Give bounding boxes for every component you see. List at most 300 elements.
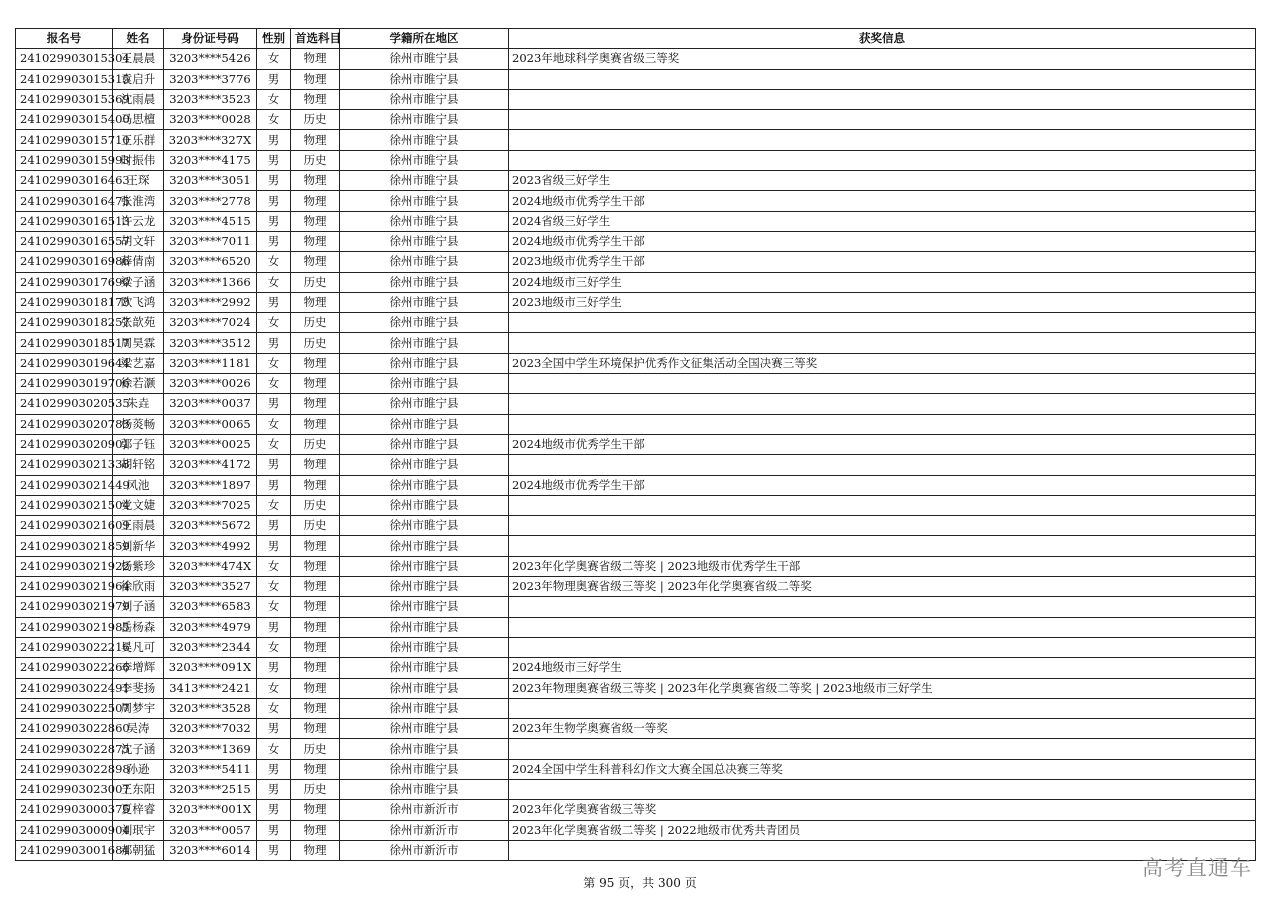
header-name: 姓名 bbox=[113, 29, 164, 49]
gender-cell: 男 bbox=[257, 800, 291, 820]
subject-cell: 历史 bbox=[291, 779, 340, 799]
gender-cell: 女 bbox=[257, 434, 291, 454]
subject-cell: 物理 bbox=[291, 211, 340, 231]
id-number-cell: 3203****4979 bbox=[164, 617, 257, 637]
award-cell: 2024省级三好学生 bbox=[509, 211, 1256, 231]
region-cell: 徐州市睢宁县 bbox=[340, 110, 509, 130]
region-cell: 徐州市睢宁县 bbox=[340, 495, 509, 515]
subject-cell: 物理 bbox=[291, 820, 340, 840]
subject-cell: 物理 bbox=[291, 252, 340, 272]
reg-number-cell: 241029903018173 bbox=[16, 292, 113, 312]
table-row bbox=[16, 353, 1256, 373]
table-row bbox=[16, 698, 1256, 718]
id-number-cell: 3203****474X bbox=[164, 556, 257, 576]
reg-number-cell: 241029903021979 bbox=[16, 597, 113, 617]
id-number-cell: 3203****7011 bbox=[164, 231, 257, 251]
award-cell bbox=[509, 536, 1256, 556]
subject-cell: 物理 bbox=[291, 231, 340, 251]
name-cell: 徐欣雨 bbox=[113, 577, 164, 597]
reg-number-cell: 241029903019706 bbox=[16, 374, 113, 394]
reg-number-cell: 241029903022507 bbox=[16, 698, 113, 718]
subject-cell: 物理 bbox=[291, 191, 340, 211]
region-cell: 徐州市睢宁县 bbox=[340, 171, 509, 191]
subject-cell: 历史 bbox=[291, 434, 340, 454]
reg-number-cell: 241029903016513 bbox=[16, 211, 113, 231]
name-cell: 杨菼畅 bbox=[113, 414, 164, 434]
id-number-cell: 3203****6520 bbox=[164, 252, 257, 272]
region-cell: 徐州市睢宁县 bbox=[340, 637, 509, 657]
award-cell: 2023年生物学奥赛省级一等奖 bbox=[509, 719, 1256, 739]
award-cell: 2023年物理奥赛省级三等奖 | 2023年化学奥赛省级二等奖 bbox=[509, 577, 1256, 597]
name-cell: 刘新华 bbox=[113, 536, 164, 556]
name-cell: 王雨晨 bbox=[113, 516, 164, 536]
gender-cell: 男 bbox=[257, 191, 291, 211]
gender-cell: 女 bbox=[257, 89, 291, 109]
subject-cell: 物理 bbox=[291, 759, 340, 779]
table-row bbox=[16, 191, 1256, 211]
region-cell: 徐州市睢宁县 bbox=[340, 374, 509, 394]
name-cell: 杨紫珍 bbox=[113, 556, 164, 576]
region-cell: 徐州市新沂市 bbox=[340, 820, 509, 840]
region-cell: 徐州市睢宁县 bbox=[340, 719, 509, 739]
name-cell: 党文婕 bbox=[113, 495, 164, 515]
award-cell bbox=[509, 110, 1256, 130]
region-cell: 徐州市新沂市 bbox=[340, 800, 509, 820]
region-cell: 徐州市睢宁县 bbox=[340, 313, 509, 333]
reg-number-cell: 241029903021449 bbox=[16, 475, 113, 495]
subject-cell: 物理 bbox=[291, 69, 340, 89]
reg-number-cell: 241029903000375 bbox=[16, 800, 113, 820]
header-id-number: 身份证号码 bbox=[164, 29, 257, 49]
award-cell bbox=[509, 150, 1256, 170]
award-cell: 2024地级市优秀学生干部 bbox=[509, 191, 1256, 211]
id-number-cell: 3203****6583 bbox=[164, 597, 257, 617]
table-row bbox=[16, 536, 1256, 556]
gender-cell: 男 bbox=[257, 455, 291, 475]
region-cell: 徐州市睢宁县 bbox=[340, 49, 509, 69]
gender-cell: 女 bbox=[257, 597, 291, 617]
subject-cell: 历史 bbox=[291, 110, 340, 130]
reg-number-cell: 241029903022875 bbox=[16, 739, 113, 759]
gender-cell: 女 bbox=[257, 313, 291, 333]
reg-number-cell: 241029903021338 bbox=[16, 455, 113, 475]
table-row bbox=[16, 374, 1256, 394]
subject-cell: 物理 bbox=[291, 719, 340, 739]
reg-number-cell: 241029903021859 bbox=[16, 536, 113, 556]
region-cell: 徐州市睢宁县 bbox=[340, 292, 509, 312]
award-cell bbox=[509, 313, 1256, 333]
gender-cell: 男 bbox=[257, 69, 291, 89]
award-cell: 2024地级市优秀学生干部 bbox=[509, 231, 1256, 251]
gender-cell: 男 bbox=[257, 779, 291, 799]
id-number-cell: 3203****4992 bbox=[164, 536, 257, 556]
name-cell: 周梦宇 bbox=[113, 698, 164, 718]
reg-number-cell: 241029903020901 bbox=[16, 434, 113, 454]
reg-number-cell: 241029903019644 bbox=[16, 353, 113, 373]
header-award-info: 获奖信息 bbox=[509, 29, 1256, 49]
id-number-cell: 3203****2992 bbox=[164, 292, 257, 312]
table-row bbox=[16, 414, 1256, 434]
id-number-cell: 3203****3527 bbox=[164, 577, 257, 597]
id-number-cell: 3203****5426 bbox=[164, 49, 257, 69]
award-cell bbox=[509, 374, 1256, 394]
region-cell: 徐州市睢宁县 bbox=[340, 536, 509, 556]
reg-number-cell: 241029903018257 bbox=[16, 313, 113, 333]
name-cell: 风池 bbox=[113, 475, 164, 495]
id-number-cell: 3203****7032 bbox=[164, 719, 257, 739]
reg-number-cell: 241029903001684 bbox=[16, 840, 113, 860]
id-number-cell: 3203****3776 bbox=[164, 69, 257, 89]
gender-cell: 男 bbox=[257, 475, 291, 495]
table-row bbox=[16, 597, 1256, 617]
id-number-cell: 3203****001X bbox=[164, 800, 257, 820]
name-cell: 夏梓睿 bbox=[113, 800, 164, 820]
region-cell: 徐州市睢宁县 bbox=[340, 577, 509, 597]
gender-cell: 男 bbox=[257, 333, 291, 353]
region-cell: 徐州市睢宁县 bbox=[340, 516, 509, 536]
table-row bbox=[16, 495, 1256, 515]
gender-cell: 女 bbox=[257, 414, 291, 434]
subject-cell: 物理 bbox=[291, 455, 340, 475]
reg-number-cell: 241029903021985 bbox=[16, 617, 113, 637]
name-cell: 王晨晨 bbox=[113, 49, 164, 69]
award-cell: 2023地级市优秀学生干部 bbox=[509, 252, 1256, 272]
region-cell: 徐州市睢宁县 bbox=[340, 617, 509, 637]
table-row bbox=[16, 455, 1256, 475]
award-cell bbox=[509, 69, 1256, 89]
award-cell: 2024地级市优秀学生干部 bbox=[509, 434, 1256, 454]
award-cell bbox=[509, 597, 1256, 617]
region-cell: 徐州市睢宁县 bbox=[340, 272, 509, 292]
reg-number-cell: 241029903015710 bbox=[16, 130, 113, 150]
gender-cell: 男 bbox=[257, 394, 291, 414]
gender-cell: 女 bbox=[257, 353, 291, 373]
subject-cell: 物理 bbox=[291, 577, 340, 597]
subject-cell: 历史 bbox=[291, 516, 340, 536]
gender-cell: 女 bbox=[257, 637, 291, 657]
table-row bbox=[16, 110, 1256, 130]
id-number-cell: 3203****3523 bbox=[164, 89, 257, 109]
table-row bbox=[16, 759, 1256, 779]
region-cell: 徐州市睢宁县 bbox=[340, 556, 509, 576]
gender-cell: 男 bbox=[257, 536, 291, 556]
region-cell: 徐州市睢宁县 bbox=[340, 130, 509, 150]
award-cell bbox=[509, 739, 1256, 759]
reg-number-cell: 241029903015315 bbox=[16, 69, 113, 89]
gender-cell: 男 bbox=[257, 719, 291, 739]
award-cell: 2024地级市三好学生 bbox=[509, 272, 1256, 292]
award-cell bbox=[509, 516, 1256, 536]
name-cell: 岳杨森 bbox=[113, 617, 164, 637]
table-row bbox=[16, 252, 1256, 272]
reg-number-cell: 241029903022860 bbox=[16, 719, 113, 739]
reg-number-cell: 241029903022266 bbox=[16, 658, 113, 678]
header-row bbox=[16, 29, 1256, 49]
region-cell: 徐州市睢宁县 bbox=[340, 191, 509, 211]
id-number-cell: 3203****3512 bbox=[164, 333, 257, 353]
subject-cell: 物理 bbox=[291, 556, 340, 576]
table-row bbox=[16, 678, 1256, 698]
award-cell bbox=[509, 414, 1256, 434]
subject-cell: 物理 bbox=[291, 374, 340, 394]
table-row bbox=[16, 739, 1256, 759]
id-number-cell: 3203****0026 bbox=[164, 374, 257, 394]
name-cell: 梁艺嘉 bbox=[113, 353, 164, 373]
region-cell: 徐州市睢宁县 bbox=[340, 434, 509, 454]
subject-cell: 物理 bbox=[291, 698, 340, 718]
name-cell: 胡文轩 bbox=[113, 231, 164, 251]
table-row bbox=[16, 313, 1256, 333]
gender-cell: 男 bbox=[257, 658, 291, 678]
subject-cell: 物理 bbox=[291, 130, 340, 150]
region-cell: 徐州市新沂市 bbox=[340, 840, 509, 860]
awards-table bbox=[15, 28, 1256, 861]
gender-cell: 男 bbox=[257, 150, 291, 170]
region-cell: 徐州市睢宁县 bbox=[340, 150, 509, 170]
header-first-subject: 首选科目 bbox=[291, 29, 340, 49]
table-row bbox=[16, 171, 1256, 191]
name-cell: 袁启升 bbox=[113, 69, 164, 89]
award-cell bbox=[509, 698, 1256, 718]
name-cell: 郭子钰 bbox=[113, 434, 164, 454]
gender-cell: 男 bbox=[257, 171, 291, 191]
name-cell: 孙逊 bbox=[113, 759, 164, 779]
table-row bbox=[16, 475, 1256, 495]
award-cell bbox=[509, 455, 1256, 475]
subject-cell: 物理 bbox=[291, 597, 340, 617]
subject-cell: 物理 bbox=[291, 292, 340, 312]
reg-number-cell: 241029903015304 bbox=[16, 49, 113, 69]
reg-number-cell: 241029903000904 bbox=[16, 820, 113, 840]
region-cell: 徐州市睢宁县 bbox=[340, 597, 509, 617]
table-row bbox=[16, 49, 1256, 69]
table-row bbox=[16, 779, 1256, 799]
award-cell: 2024地级市三好学生 bbox=[509, 658, 1256, 678]
award-cell: 2023年化学奥赛省级二等奖 | 2023地级市优秀学生干部 bbox=[509, 556, 1256, 576]
subject-cell: 物理 bbox=[291, 658, 340, 678]
name-cell: 李斐扬 bbox=[113, 678, 164, 698]
table-row bbox=[16, 658, 1256, 678]
table-row bbox=[16, 719, 1256, 739]
award-cell: 2023年化学奥赛省级二等奖 | 2022地级市优秀共青团员 bbox=[509, 820, 1256, 840]
table-row bbox=[16, 150, 1256, 170]
name-cell: 沈雨晨 bbox=[113, 89, 164, 109]
gender-cell: 女 bbox=[257, 495, 291, 515]
gender-cell: 男 bbox=[257, 759, 291, 779]
page-number: 第 95 页，共 300 页 bbox=[583, 876, 697, 890]
region-cell: 徐州市睢宁县 bbox=[340, 455, 509, 475]
reg-number-cell: 241029903017690 bbox=[16, 272, 113, 292]
reg-number-cell: 241029903016557 bbox=[16, 231, 113, 251]
reg-number-cell: 241029903022491 bbox=[16, 678, 113, 698]
name-cell: 马思檀 bbox=[113, 110, 164, 130]
id-number-cell: 3203****0057 bbox=[164, 820, 257, 840]
subject-cell: 物理 bbox=[291, 678, 340, 698]
award-cell: 2023全国中学生环境保护优秀作文征集活动全国决赛三等奖 bbox=[509, 353, 1256, 373]
id-number-cell: 3203****6014 bbox=[164, 840, 257, 860]
name-cell: 吴凡可 bbox=[113, 637, 164, 657]
reg-number-cell: 241029903016475 bbox=[16, 191, 113, 211]
region-cell: 徐州市睢宁县 bbox=[340, 698, 509, 718]
gender-cell: 女 bbox=[257, 252, 291, 272]
table-row bbox=[16, 820, 1256, 840]
award-cell bbox=[509, 495, 1256, 515]
region-cell: 徐州市睢宁县 bbox=[340, 759, 509, 779]
name-cell: 刘子涵 bbox=[113, 597, 164, 617]
region-cell: 徐州市睢宁县 bbox=[340, 475, 509, 495]
table-row bbox=[16, 231, 1256, 251]
gender-cell: 男 bbox=[257, 211, 291, 231]
name-cell: 梁子涵 bbox=[113, 272, 164, 292]
region-cell: 徐州市睢宁县 bbox=[340, 211, 509, 231]
id-number-cell: 3203****7024 bbox=[164, 313, 257, 333]
id-number-cell: 3203****5411 bbox=[164, 759, 257, 779]
gender-cell: 女 bbox=[257, 577, 291, 597]
subject-cell: 物理 bbox=[291, 394, 340, 414]
table-row bbox=[16, 272, 1256, 292]
name-cell: 沈子涵 bbox=[113, 739, 164, 759]
subject-cell: 历史 bbox=[291, 333, 340, 353]
header-registration-number: 报名号 bbox=[16, 29, 113, 49]
id-number-cell: 3203****1366 bbox=[164, 272, 257, 292]
gender-cell: 女 bbox=[257, 374, 291, 394]
subject-cell: 历史 bbox=[291, 150, 340, 170]
subject-cell: 历史 bbox=[291, 313, 340, 333]
id-number-cell: 3203****1369 bbox=[164, 739, 257, 759]
subject-cell: 历史 bbox=[291, 739, 340, 759]
id-number-cell: 3203****0037 bbox=[164, 394, 257, 414]
name-cell: 许云龙 bbox=[113, 211, 164, 231]
region-cell: 徐州市睢宁县 bbox=[340, 414, 509, 434]
subject-cell: 历史 bbox=[291, 495, 340, 515]
subject-cell: 物理 bbox=[291, 536, 340, 556]
name-cell: 王东阳 bbox=[113, 779, 164, 799]
id-number-cell: 3203****0025 bbox=[164, 434, 257, 454]
gender-cell: 男 bbox=[257, 516, 291, 536]
region-cell: 徐州市睢宁县 bbox=[340, 353, 509, 373]
reg-number-cell: 241029903022898 bbox=[16, 759, 113, 779]
reg-number-cell: 241029903016463 bbox=[16, 171, 113, 191]
id-number-cell: 3203****4175 bbox=[164, 150, 257, 170]
table-row bbox=[16, 130, 1256, 150]
gender-cell: 男 bbox=[257, 231, 291, 251]
award-cell bbox=[509, 130, 1256, 150]
reg-number-cell: 241029903020783 bbox=[16, 414, 113, 434]
award-cell: 2024全国中学生科普科幻作文大赛全国总决赛三等奖 bbox=[509, 759, 1256, 779]
name-cell: 薛倩南 bbox=[113, 252, 164, 272]
reg-number-cell: 241029903020535 bbox=[16, 394, 113, 414]
gender-cell: 女 bbox=[257, 110, 291, 130]
award-cell: 2023年物理奥赛省级三等奖 | 2023年化学奥赛省级二等奖 | 2023地级市三好学生 bbox=[509, 678, 1256, 698]
gender-cell: 女 bbox=[257, 739, 291, 759]
subject-cell: 物理 bbox=[291, 171, 340, 191]
name-cell: 时振伟 bbox=[113, 150, 164, 170]
award-cell bbox=[509, 333, 1256, 353]
id-number-cell: 3203****3051 bbox=[164, 171, 257, 191]
table-row bbox=[16, 394, 1256, 414]
gender-cell: 女 bbox=[257, 49, 291, 69]
id-number-cell: 3203****4515 bbox=[164, 211, 257, 231]
table-row bbox=[16, 69, 1256, 89]
award-cell: 2024地级市优秀学生干部 bbox=[509, 475, 1256, 495]
gender-cell: 女 bbox=[257, 678, 291, 698]
table-body bbox=[16, 49, 1256, 861]
subject-cell: 物理 bbox=[291, 89, 340, 109]
reg-number-cell: 241029903015400 bbox=[16, 110, 113, 130]
id-number-cell: 3203****7025 bbox=[164, 495, 257, 515]
table-row bbox=[16, 617, 1256, 637]
name-cell: 李增辉 bbox=[113, 658, 164, 678]
award-cell bbox=[509, 617, 1256, 637]
reg-number-cell: 241029903021609 bbox=[16, 516, 113, 536]
id-number-cell: 3203****4172 bbox=[164, 455, 257, 475]
id-number-cell: 3203****0065 bbox=[164, 414, 257, 434]
id-number-cell: 3413****2421 bbox=[164, 678, 257, 698]
name-cell: 王乐群 bbox=[113, 130, 164, 150]
id-number-cell: 3203****0028 bbox=[164, 110, 257, 130]
id-number-cell: 3203****091X bbox=[164, 658, 257, 678]
gender-cell: 男 bbox=[257, 840, 291, 860]
reg-number-cell: 241029903018517 bbox=[16, 333, 113, 353]
subject-cell: 物理 bbox=[291, 475, 340, 495]
award-cell: 2023年化学奥赛省级三等奖 bbox=[509, 800, 1256, 820]
reg-number-cell: 241029903022216 bbox=[16, 637, 113, 657]
reg-number-cell: 241029903015369 bbox=[16, 89, 113, 109]
id-number-cell: 3203****5672 bbox=[164, 516, 257, 536]
award-cell: 2023省级三好学生 bbox=[509, 171, 1256, 191]
id-number-cell: 3203****2344 bbox=[164, 637, 257, 657]
region-cell: 徐州市睢宁县 bbox=[340, 69, 509, 89]
table-row bbox=[16, 637, 1256, 657]
name-cell: 吴涛 bbox=[113, 719, 164, 739]
subject-cell: 物理 bbox=[291, 49, 340, 69]
gender-cell: 男 bbox=[257, 130, 291, 150]
name-cell: 朱垚 bbox=[113, 394, 164, 414]
region-cell: 徐州市睢宁县 bbox=[340, 333, 509, 353]
subject-cell: 物理 bbox=[291, 840, 340, 860]
gender-cell: 女 bbox=[257, 556, 291, 576]
id-number-cell: 3203****3528 bbox=[164, 698, 257, 718]
table-row bbox=[16, 556, 1256, 576]
award-cell bbox=[509, 394, 1256, 414]
id-number-cell: 3203****2515 bbox=[164, 779, 257, 799]
region-cell: 徐州市睢宁县 bbox=[340, 231, 509, 251]
table-row bbox=[16, 89, 1256, 109]
reg-number-cell: 241029903023007 bbox=[16, 779, 113, 799]
name-cell: 刘珉宇 bbox=[113, 820, 164, 840]
gender-cell: 男 bbox=[257, 617, 291, 637]
name-cell: 徐若灏 bbox=[113, 374, 164, 394]
subject-cell: 历史 bbox=[291, 272, 340, 292]
name-cell: 欧飞鸿 bbox=[113, 292, 164, 312]
id-number-cell: 3203****1897 bbox=[164, 475, 257, 495]
region-cell: 徐州市睢宁县 bbox=[340, 658, 509, 678]
gender-cell: 女 bbox=[257, 272, 291, 292]
table-row bbox=[16, 840, 1256, 860]
name-cell: 张淮湾 bbox=[113, 191, 164, 211]
subject-cell: 物理 bbox=[291, 353, 340, 373]
id-number-cell: 3203****2778 bbox=[164, 191, 257, 211]
award-cell bbox=[509, 89, 1256, 109]
reg-number-cell: 241029903016986 bbox=[16, 252, 113, 272]
subject-cell: 物理 bbox=[291, 414, 340, 434]
name-cell: 郝朝猛 bbox=[113, 840, 164, 860]
table-row bbox=[16, 292, 1256, 312]
gender-cell: 女 bbox=[257, 698, 291, 718]
reg-number-cell: 241029903015993 bbox=[16, 150, 113, 170]
award-cell bbox=[509, 637, 1256, 657]
region-cell: 徐州市睢宁县 bbox=[340, 779, 509, 799]
